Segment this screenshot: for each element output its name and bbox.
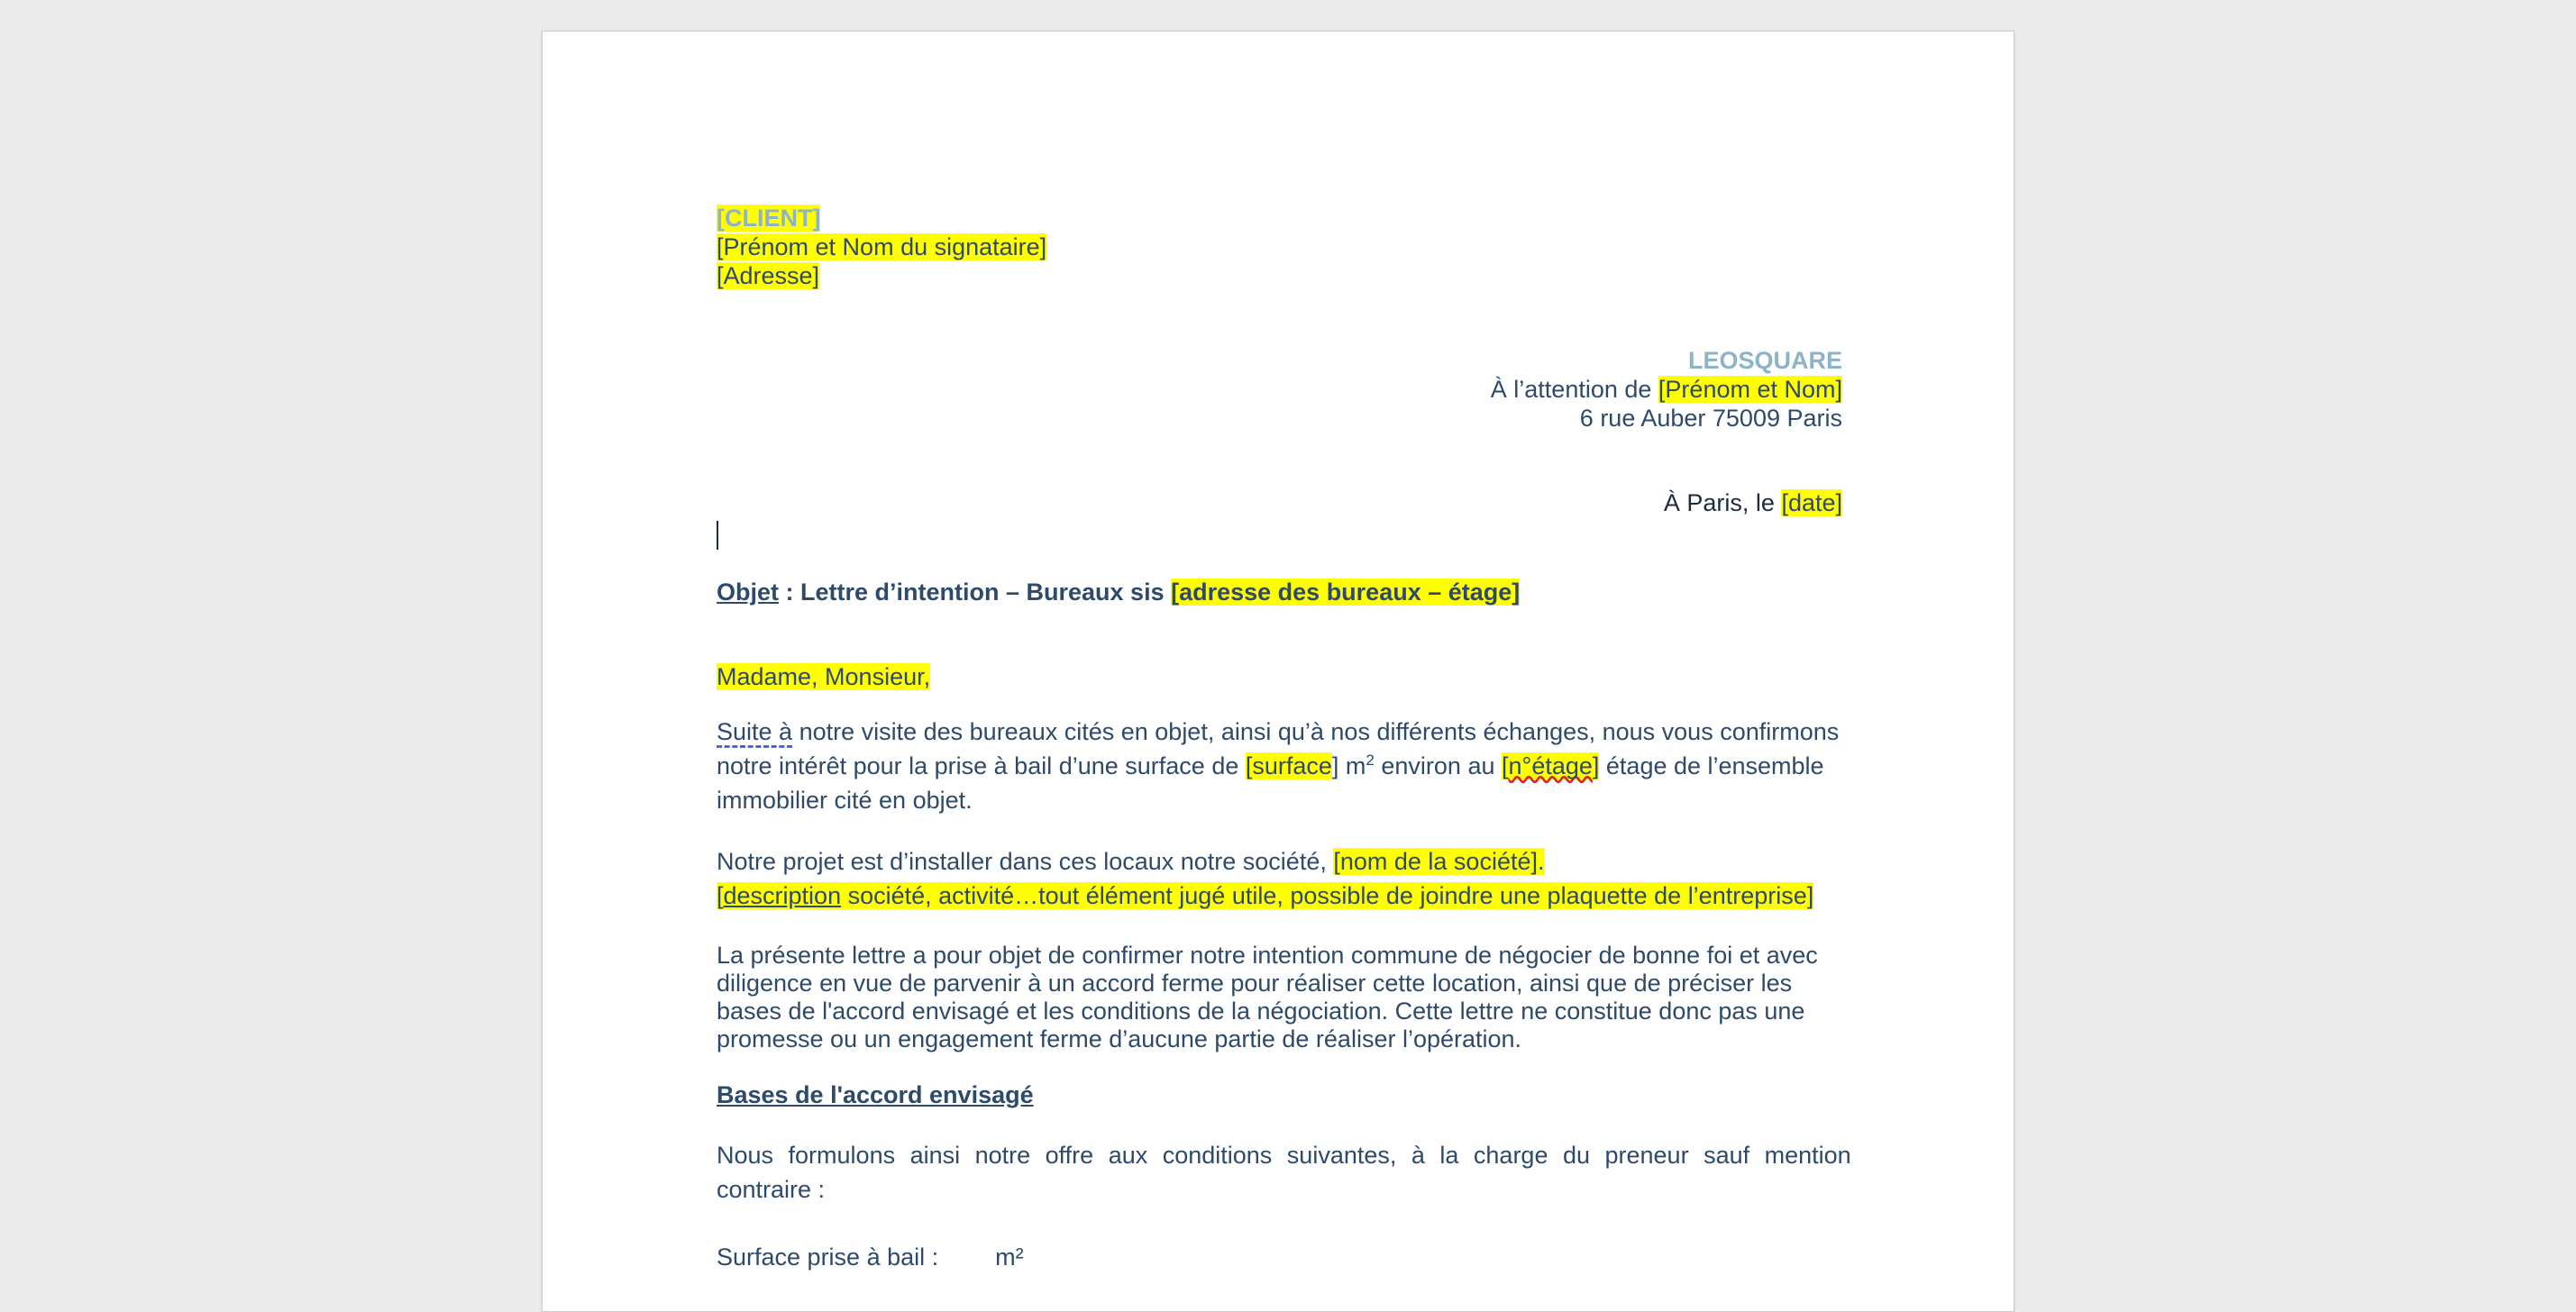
section-heading: Bases de l'accord envisagé: [717, 1080, 1034, 1108]
sender-block: [717, 204, 1842, 290]
subject-line: [717, 578, 1842, 606]
paragraph-visit: [717, 715, 1842, 817]
paragraph-visit-text: étage de l’ensemble: [1599, 752, 1824, 779]
description-text: société, activité…tout élément jugé utile, possible de joindre une plaquette de l’entreprise]: [841, 881, 1814, 909]
document-page[interactable]: [542, 31, 2014, 1312]
subject-placeholder: [adresse des bureaux – étage]: [1171, 578, 1521, 606]
unit: m: [1338, 752, 1366, 779]
attention-name-placeholder: [Prénom et Nom]: [1658, 376, 1842, 403]
attention-prefix: À l’attention de: [1490, 376, 1658, 403]
company-placeholder: [nom de la société].: [1333, 847, 1545, 875]
spelling-flagged-text[interactable]: n°étage: [1508, 752, 1593, 779]
paragraph-purpose: [717, 942, 1842, 1053]
address-placeholder: [Adresse]: [717, 262, 820, 289]
grammar-flagged-text[interactable]: Suite à: [717, 717, 793, 745]
unit-exponent: 2: [1366, 751, 1375, 769]
subject-text: : Lettre d’intention – Bureaux sis: [779, 578, 1172, 606]
paragraph-offer-line: Nous formulons ainsi notre offre aux conditions suivantes, à la charge du preneur sauf mention: [717, 1141, 1851, 1169]
salutation: Madame, Monsieur,: [717, 662, 931, 690]
salutation-line: [717, 662, 1842, 691]
document-body[interactable]: [717, 204, 1851, 1271]
paragraph-project: [717, 844, 1842, 913]
paragraph-visit-text: immobilier cité en objet.: [717, 786, 973, 814]
text-cursor: [717, 521, 718, 550]
recipient-address: 6 rue Auber 75009 Paris: [1579, 405, 1842, 432]
paragraph-visit-text: notre intérêt pour la prise à bail d’une surface de: [717, 752, 1246, 779]
paragraph-purpose-line: La présente lettre a pour objet de confirmer notre intention commune de négocier de bonne foi et avec: [717, 941, 1818, 969]
surface-placeholder: [surface: [1245, 752, 1332, 779]
description-word: description: [723, 881, 842, 909]
bracket: [: [717, 881, 724, 909]
paragraph-offer-line: contraire :: [717, 1175, 826, 1203]
floor-placeholder: [1502, 752, 1599, 779]
paragraph-offer: [717, 1138, 1851, 1207]
date-prefix: À Paris, le: [1663, 489, 1782, 516]
surface-line: [717, 1243, 1842, 1271]
date-placeholder: [date]: [1781, 489, 1842, 516]
date-line: [717, 488, 1842, 517]
description-placeholder: [717, 882, 1813, 909]
recipient-company: LEOSQUARE: [1687, 347, 1842, 374]
bracket: ]: [1592, 752, 1600, 779]
surface-unit: m²: [988, 1243, 1024, 1271]
client-placeholder: [CLIENT]: [717, 205, 821, 232]
subject-label: Objet: [717, 578, 780, 606]
paragraph-purpose-line: bases de l'accord envisagé et les conditions de la négociation. Cette lettre ne constitue donc pas une: [717, 997, 1805, 1025]
paragraph-project-text: Notre projet est d’installer dans ces locaux notre société,: [717, 847, 1334, 875]
signatory-placeholder: [Prénom et Nom du signataire]: [717, 233, 1047, 260]
surface-label: Surface prise à bail :: [717, 1243, 945, 1271]
bracket: [: [1501, 752, 1509, 779]
text-cursor-line[interactable]: [717, 519, 1842, 550]
paragraph-purpose-line: promesse ou un engagement ferme d’aucune partie de réaliser l’opération.: [717, 1025, 1522, 1052]
paragraph-purpose-line: diligence en vue de parvenir à un accord ferme pour réaliser cette location, ainsi que de préciser les: [717, 969, 1793, 997]
paragraph-visit-text: environ au: [1374, 752, 1502, 779]
paragraph-visit-text: notre visite des bureaux cités en objet, ainsi qu’à nos différents échanges, nous vous confirmons: [792, 717, 1840, 745]
recipient-block: [717, 346, 1842, 433]
bracket: ]: [1331, 752, 1339, 779]
